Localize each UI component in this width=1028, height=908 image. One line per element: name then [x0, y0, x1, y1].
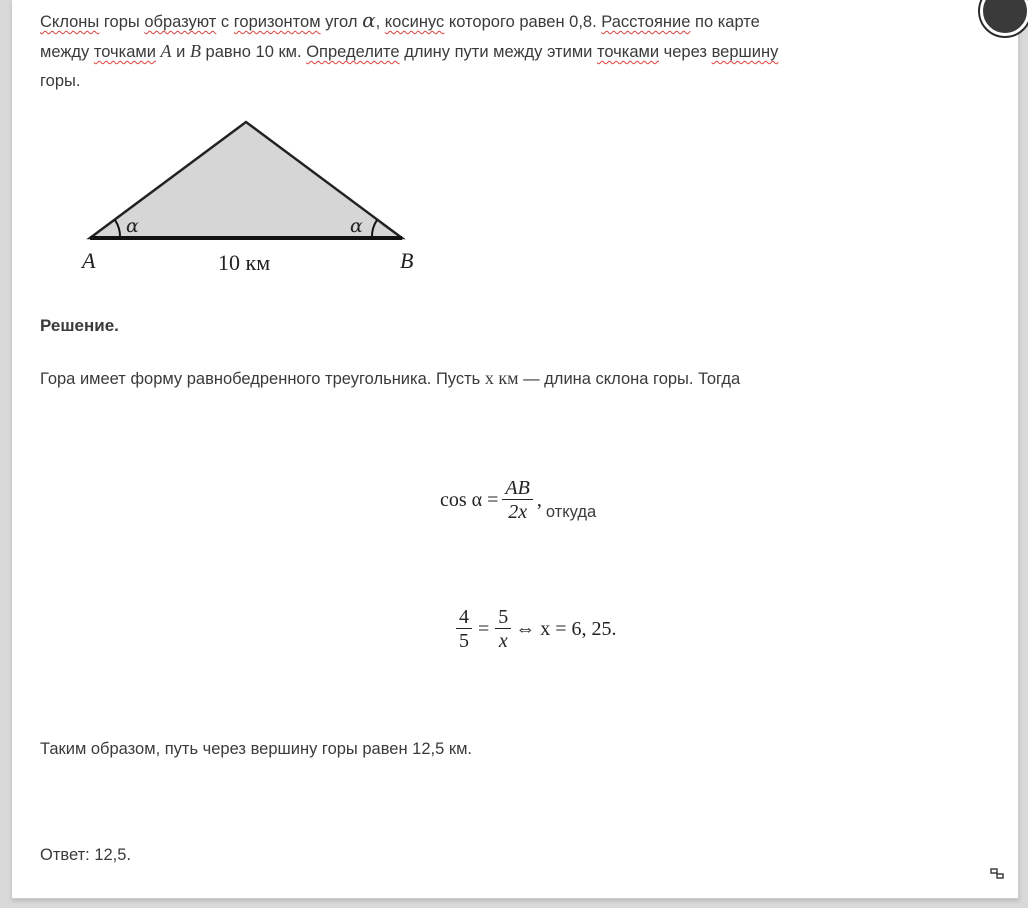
- spell-word: точками: [93, 43, 156, 61]
- solution-intro: Гора имеет форму равнобедренного треугольника. Пусть x км — длина склона горы. Тогда: [40, 368, 741, 388]
- vertex-label-a: A: [82, 248, 96, 273]
- vertex-label-b: B: [400, 248, 414, 273]
- alpha-symbol: α: [362, 8, 376, 32]
- spell-word: Определите: [306, 43, 400, 61]
- spell-word: Склоны: [40, 13, 100, 31]
- cosine-formula: cos α = $\frac{AB}{2x}$ , откуда: [440, 476, 597, 523]
- spell-word: образуют: [144, 13, 217, 31]
- mountain-triangle-diagram: [72, 110, 432, 280]
- content-panel: [12, 0, 1019, 899]
- variable-x: x км: [484, 368, 519, 388]
- spell-word: Расстояние: [601, 13, 691, 31]
- angle-label-right: α: [350, 215, 363, 237]
- answer: Ответ: 12,5.: [40, 846, 132, 864]
- fraction: $\frac{AB}{2x}$: [502, 477, 532, 524]
- spell-word: горизонтом: [233, 13, 321, 31]
- copy-icon[interactable]: [990, 868, 1004, 880]
- point-a: A: [160, 41, 172, 61]
- spell-word: точками: [596, 43, 660, 61]
- spell-word: вершину: [711, 43, 779, 61]
- problem-statement: Склоны горы образуют с горизонтом угол α, косинус которого равен 0,8. Расстояние по карте между точками A и B равно 10 км. Определите длину пути между этими точками через вершину горы.: [40, 8, 779, 90]
- point-b: B: [189, 41, 201, 61]
- angle-label-left: α: [126, 215, 139, 237]
- spell-word: косинус: [384, 13, 445, 31]
- fraction: $\frac{4}{5}$: [456, 606, 472, 653]
- proportion-formula: $\frac{4}{5}$ = $\frac{5}{x}$ ⇔ x = 6, 25.: [452, 598, 617, 660]
- fraction: $\frac{5}{x}$: [495, 606, 511, 653]
- solution-conclusion: Таким образом, путь через вершину горы равен 12,5 км.: [40, 740, 473, 758]
- solution-heading: Решение.: [40, 316, 119, 335]
- base-length-label: 10 км: [218, 250, 271, 275]
